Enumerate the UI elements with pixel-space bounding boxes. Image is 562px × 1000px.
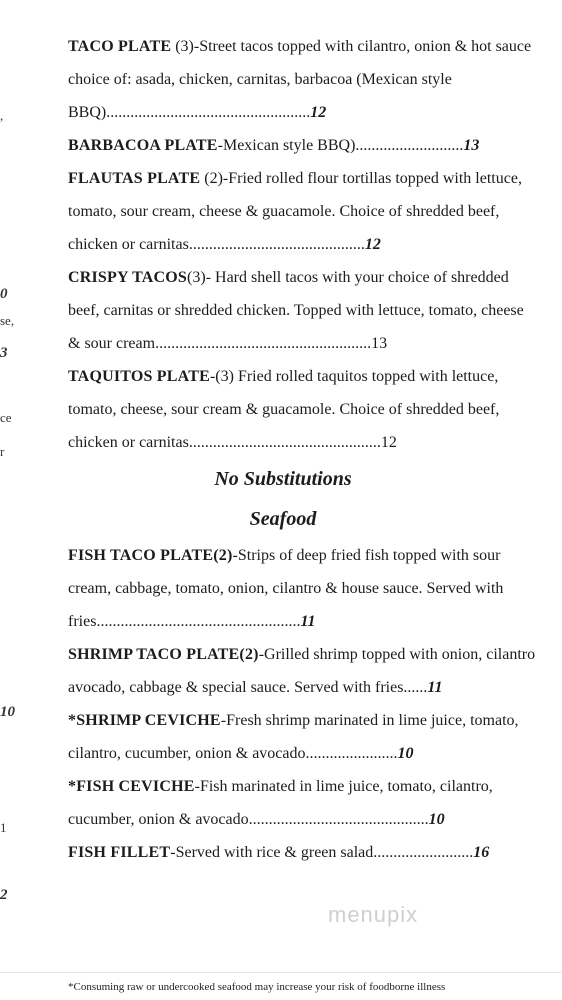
- gutter-fragment: ,: [0, 108, 4, 123]
- item-description: -Grilled shrimp topped with onion, cilantro avocado, cabbage & special sauce. Served with fries: [68, 646, 536, 696]
- menu-item: [68, 704, 538, 770]
- menu-item: [68, 261, 538, 360]
- menu-item: [68, 836, 538, 869]
- gutter-fragment: r: [0, 444, 5, 459]
- price-leader: ............................................: [188, 236, 365, 253]
- menu-item: [68, 162, 538, 261]
- footer-divider: [0, 972, 562, 973]
- item-name: FLAUTAS PLATE: [68, 170, 201, 187]
- gutter-fragment: 2: [0, 887, 8, 903]
- item-price: 10: [397, 745, 414, 762]
- price-leader: .........................: [373, 844, 474, 861]
- menu-page: [68, 30, 538, 869]
- gutter-fragment: 10: [0, 704, 15, 720]
- item-name: FISH TACO PLATE(2): [68, 547, 233, 564]
- item-name: CRISPY TACOS: [68, 269, 188, 286]
- item-description: -Strips of deep fried fish topped with sour cream, cabbage, tomato, onion, cilantro & house sauce. Served with fries: [68, 547, 504, 630]
- item-description: -Fish marinated in lime juice, tomato, cilantro, cucumber, onion & avocado: [68, 778, 493, 828]
- item-price: 12: [310, 104, 327, 121]
- item-name: *SHRIMP CEVICHE: [68, 712, 221, 729]
- no-substitutions-notice: No Substitutions: [214, 468, 352, 490]
- item-description: (3)- Hard shell tacos with your choice of shredded beef, carnitas or shredded chicken. Topped with lettuce, tomato, cheese & sour cream: [68, 269, 524, 352]
- gutter-fragment: 1: [0, 820, 7, 835]
- price-leader: ...........................: [355, 137, 464, 154]
- item-price: 13: [463, 137, 480, 154]
- item-price: 12: [380, 434, 397, 451]
- gutter-fragment: 0: [0, 286, 8, 302]
- menu-item: [68, 770, 538, 836]
- seafood-list: [68, 539, 538, 869]
- item-price: 13: [371, 335, 388, 352]
- item-price: 11: [300, 613, 316, 630]
- price-leader: ......................................................: [155, 335, 372, 352]
- item-description: -(3) Fried rolled taquitos topped with lettuce, tomato, cheese, sour cream & guacamole. Choice of shredded beef, chicken or carnitas: [68, 368, 500, 451]
- item-description: -Mexican style BBQ): [217, 137, 356, 154]
- menu-item: [68, 638, 538, 704]
- price-leader: ...................................................: [96, 613, 301, 630]
- plates-list: [68, 30, 538, 459]
- item-name: FISH FILLET: [68, 844, 171, 861]
- item-name: *FISH CEVICHE: [68, 778, 195, 795]
- item-name: TAQUITOS PLATE: [68, 368, 210, 385]
- item-description: -Served with rice & green salad: [170, 844, 374, 861]
- item-description: (2)-Fried rolled flour tortillas topped with lettuce, tomato, sour cream, cheese & guacamole. Choice of shredded beef, chicken or carnitas: [68, 170, 522, 253]
- menu-item: [68, 30, 538, 129]
- menu-item: [68, 539, 538, 638]
- item-price: 12: [364, 236, 381, 253]
- gutter-fragment: 3: [0, 345, 8, 361]
- item-name: BARBACOA PLATE: [68, 137, 218, 154]
- menupix-watermark: menupix: [328, 902, 419, 927]
- raw-seafood-footnote: *Consuming raw or undercooked seafood may increase your risk of foodborne illness: [68, 981, 446, 993]
- item-price: 10: [428, 811, 445, 828]
- menu-item: [68, 360, 538, 459]
- price-leader: .......................: [305, 745, 398, 762]
- price-leader: .............................................: [248, 811, 429, 828]
- item-price: 11: [427, 679, 443, 696]
- price-leader: ...................................................: [106, 104, 311, 121]
- price-leader: ......: [403, 679, 428, 696]
- item-name: SHRIMP TACO PLATE(2): [68, 646, 259, 663]
- price-leader: ................................................: [188, 434, 381, 451]
- item-price: 16: [473, 844, 490, 861]
- item-description: -Fresh shrimp marinated in lime juice, tomato, cilantro, cucumber, onion & avocado: [68, 712, 519, 762]
- item-description: (3)-Street tacos topped with cilantro, onion & hot sauce choice of: asada, chicken, carnitas, barbacoa (Mexican style BBQ): [68, 38, 532, 121]
- seafood-heading: Seafood: [249, 508, 317, 530]
- menu-item: [68, 129, 538, 162]
- gutter-fragment: ce: [0, 410, 12, 425]
- gutter-fragment: se,: [0, 313, 15, 328]
- item-name: TACO PLATE: [68, 38, 172, 55]
- left-page-edge: [0, 0, 16, 1000]
